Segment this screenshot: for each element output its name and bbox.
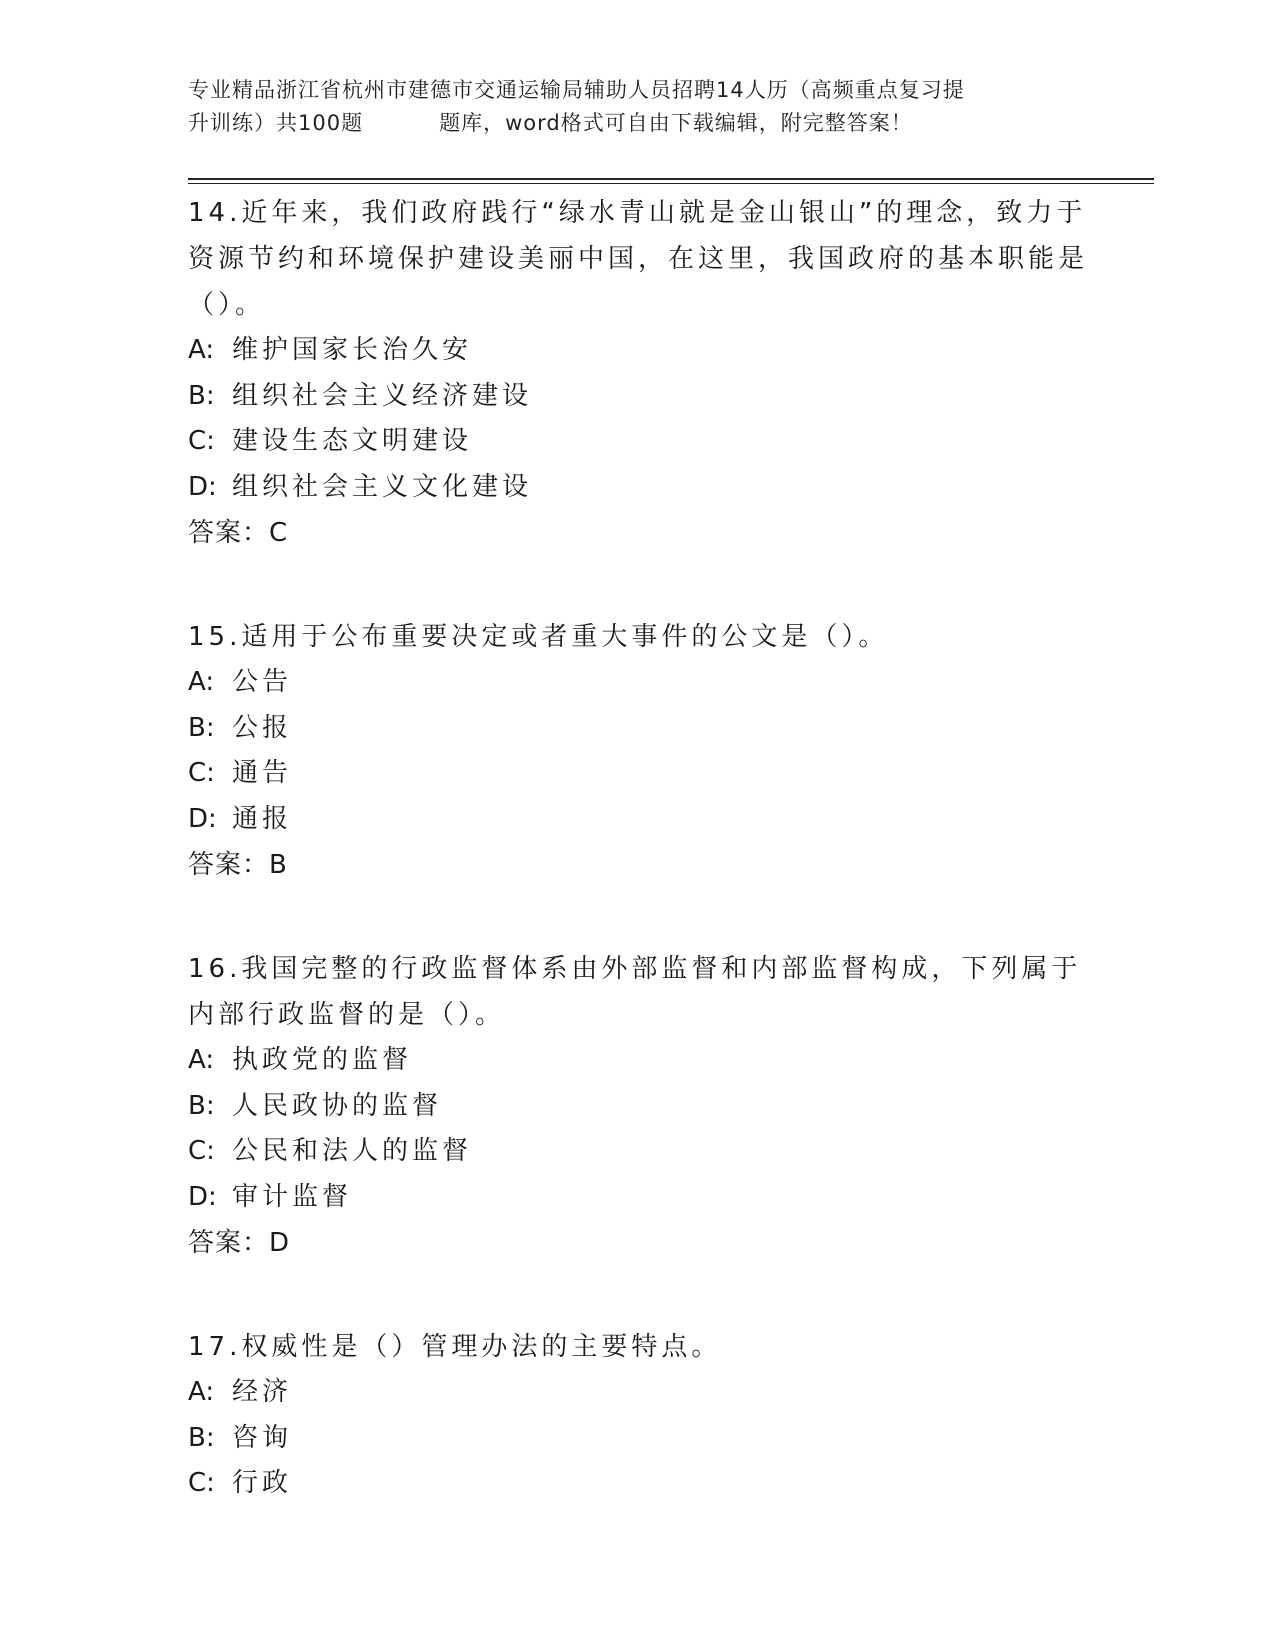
option-text: 组织社会主义经济建设 <box>232 380 533 411</box>
answer-value: B <box>269 850 288 880</box>
option-c <box>188 419 1088 465</box>
header-rule-bottom <box>188 183 1154 184</box>
option-d <box>188 797 1088 843</box>
option-key: D: <box>188 471 217 502</box>
option-text: 通告 <box>232 758 293 788</box>
answer-line <box>188 842 1088 888</box>
option-text: 公民和法人的监督 <box>232 1136 473 1166</box>
option-key: B: <box>188 380 215 411</box>
question-list <box>188 190 1088 1507</box>
option-b <box>188 1084 1088 1130</box>
page-header <box>188 74 1088 140</box>
question-16 <box>188 946 1088 1266</box>
option-b <box>188 1416 1088 1462</box>
option-a <box>188 1370 1088 1416</box>
option-b <box>188 706 1088 752</box>
answer-label: 答案： <box>188 850 270 880</box>
answer-label: 答案： <box>188 518 270 548</box>
option-text: 咨询 <box>232 1422 293 1453</box>
option-text: 公告 <box>232 667 293 697</box>
option-d <box>188 1175 1088 1221</box>
answer-line <box>188 510 1088 556</box>
option-key: C: <box>188 426 215 456</box>
option-text: 人民政协的监督 <box>232 1090 443 1121</box>
question-stem: 14.近年来，我们政府践行“绿水青山就是金山银山”的理念，致力于资源节约和环境保护建设美丽中国，在这里，我国政府的基本职能是（）。 <box>188 198 1089 320</box>
question-15 <box>188 614 1088 888</box>
option-key: D: <box>188 1181 217 1212</box>
option-key: A: <box>188 667 215 697</box>
option-text: 维护国家长治久安 <box>232 335 473 365</box>
option-d <box>188 465 1088 511</box>
answer-value: D <box>269 1228 291 1258</box>
question-stem: 16.我国完整的行政监督体系由外部监督和内部监督构成，下列属于内部行政监督的是（）。 <box>188 954 1082 1030</box>
header-line-1: 专业精品浙江省杭州市建德市交通运输局辅助人员招聘14人历（高频重点复习提 <box>188 78 965 102</box>
option-key: A: <box>188 335 215 365</box>
header-line-2-right: 题库，word格式可自由下载编辑，附完整答案！ <box>439 111 913 135</box>
option-text: 公报 <box>232 712 293 743</box>
option-text: 审计监督 <box>232 1181 353 1212</box>
option-b <box>188 374 1088 420</box>
option-text: 行政 <box>232 1468 293 1498</box>
question-stem: 17.权威性是（）管理办法的主要特点。 <box>188 1332 722 1362</box>
question-17 <box>188 1324 1088 1507</box>
option-key: B: <box>188 712 215 743</box>
option-text: 组织社会主义文化建设 <box>232 471 533 502</box>
option-key: B: <box>188 1422 215 1453</box>
header-line-2 <box>188 107 1088 140</box>
option-text: 建设生态文明建设 <box>232 426 473 456</box>
option-text: 经济 <box>232 1377 293 1407</box>
option-a <box>188 328 1088 374</box>
option-a <box>188 1038 1088 1084</box>
option-c <box>188 1461 1088 1507</box>
option-key: C: <box>188 1136 215 1166</box>
option-key: C: <box>188 1468 215 1498</box>
option-c <box>188 751 1088 797</box>
option-key: C: <box>188 758 215 788</box>
option-text: 通报 <box>232 803 293 834</box>
question-14 <box>188 190 1088 556</box>
answer-line <box>188 1220 1088 1266</box>
option-a <box>188 660 1088 706</box>
answer-value: C <box>269 518 289 548</box>
header-rule-top <box>188 178 1154 180</box>
option-key: D: <box>188 803 217 834</box>
option-text: 执政党的监督 <box>232 1045 413 1075</box>
option-c <box>188 1129 1088 1175</box>
answer-label: 答案： <box>188 1228 270 1258</box>
option-key: B: <box>188 1090 215 1121</box>
option-key: A: <box>188 1045 215 1075</box>
question-stem: 15.适用于公布重要决定或者重大事件的公文是（）。 <box>188 622 889 652</box>
option-key: A: <box>188 1377 215 1407</box>
header-line-2-left: 升训练）共100题 <box>188 111 364 135</box>
